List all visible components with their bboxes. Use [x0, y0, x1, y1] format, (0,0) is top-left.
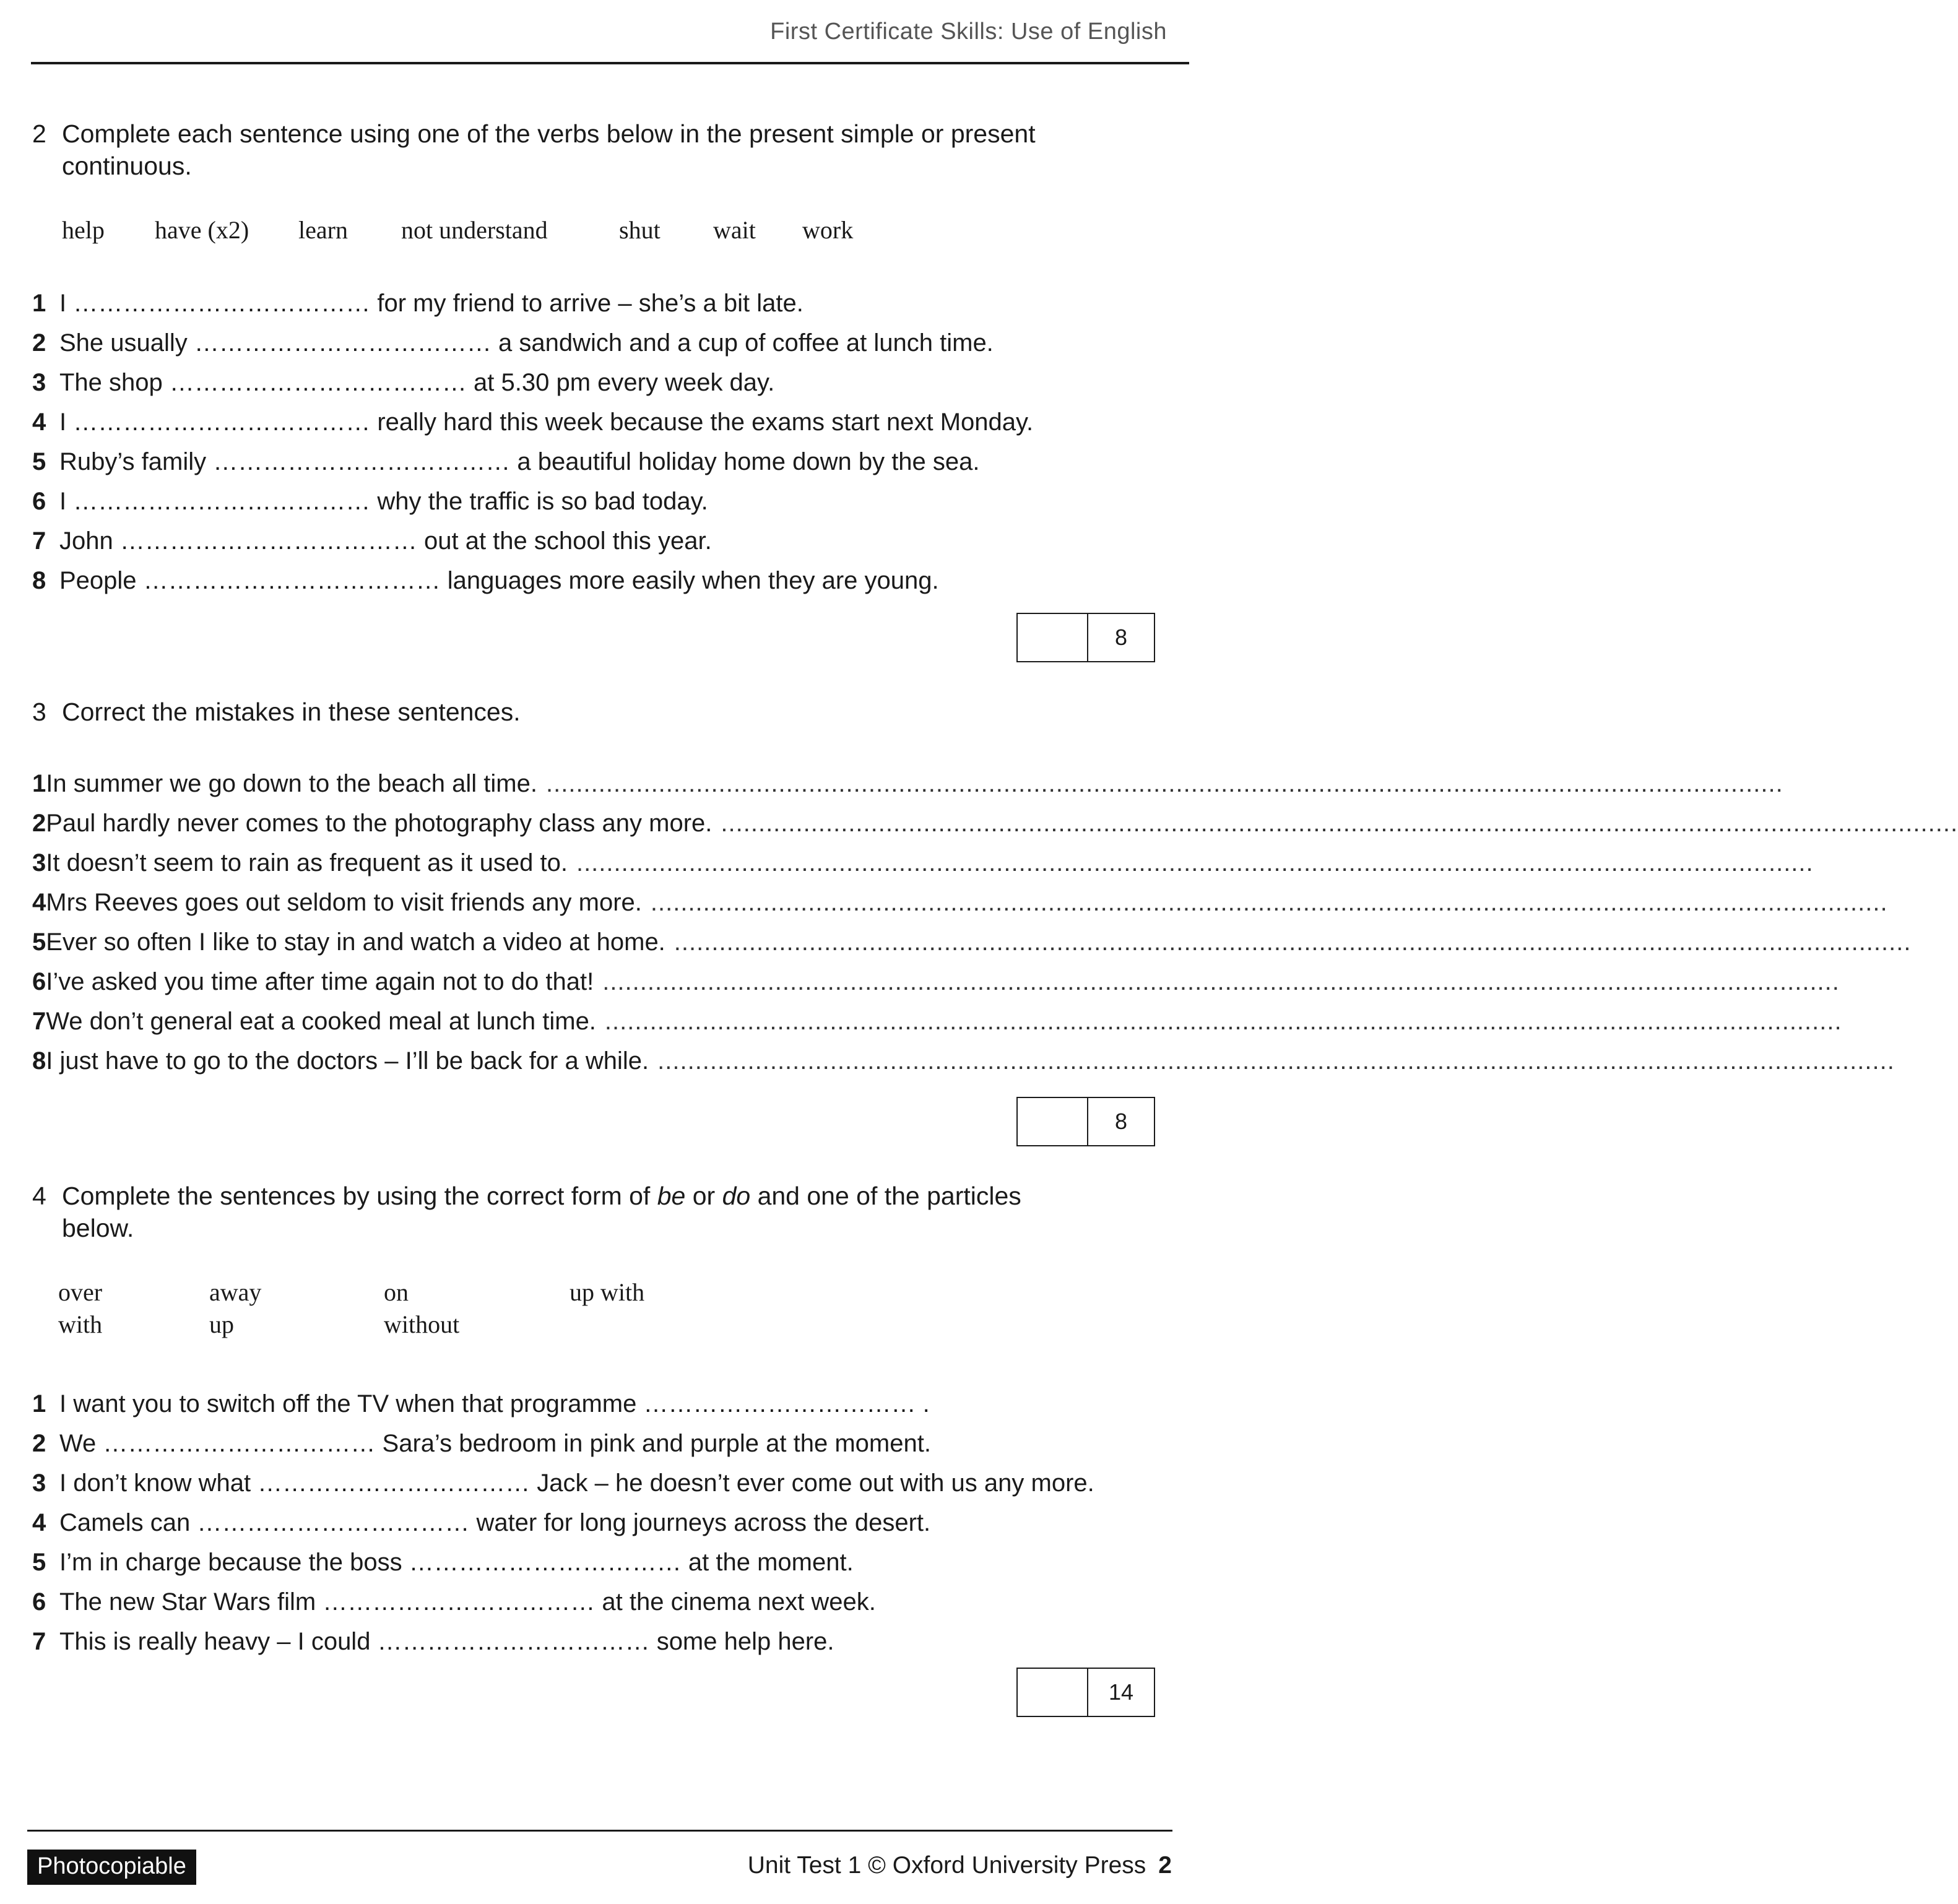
answer-line[interactable]: ..................................................................................................................................................................... — [576, 849, 1814, 876]
list-item: 7 John ……………………………… out at the school this year. — [32, 527, 712, 555]
word-bank-item: up with — [570, 1278, 645, 1306]
answer-line[interactable]: ..................................................................................................................................................................... — [657, 1047, 1895, 1075]
answer-line[interactable]: ..................................................................................................................................................................... — [604, 1008, 1842, 1035]
exercise-instruction: Complete each sentence using one of the verbs below in the present simple or present continuous. — [62, 119, 1036, 180]
exercise-4-heading — [32, 1180, 1159, 1244]
score-total: 14 — [1108, 1679, 1134, 1705]
list-item: 5 Ruby’s family ……………………………… a beautiful holiday home down by the sea. — [32, 448, 980, 475]
list-item: 7 We don’t general eat a cooked meal at lunch time. ..................................................................................................................................................................... — [32, 1008, 1842, 1035]
word-bank-item: over — [58, 1278, 103, 1306]
footer-rule — [27, 1830, 1172, 1832]
page-header-title: First Certificate Skills: Use of English — [770, 19, 1167, 45]
footer-source-text: Unit Test 1 © Oxford University Press — [747, 1852, 1146, 1879]
header-rule — [31, 62, 1189, 64]
exercise-2-heading — [32, 118, 1159, 182]
list-item: 2 We …………………………… Sara’s bedroom in pink and purple at the moment. — [32, 1430, 931, 1457]
exercise-3-heading — [32, 696, 1159, 728]
answer-line[interactable]: ..................................................................................................................................................................... — [721, 810, 1958, 837]
score-total: 8 — [1114, 625, 1128, 650]
footer-source — [748, 1852, 1172, 1879]
score-box — [1016, 1097, 1155, 1146]
word-bank-item: up — [209, 1310, 234, 1338]
score-total: 8 — [1114, 1109, 1128, 1134]
exercise-number: 4 — [32, 1182, 46, 1210]
exercise-number: 2 — [32, 119, 46, 148]
list-item: 2 Paul hardly never comes to the photography class any more. ..................................................................................................................................................................... — [32, 810, 1958, 837]
score-box — [1016, 1668, 1155, 1717]
word-bank-item: with — [58, 1310, 103, 1338]
list-item: 5 I’m in charge because the boss …………………………… at the moment. — [32, 1549, 854, 1576]
list-item: 4 Camels can …………………………… water for long journeys across the desert. — [32, 1509, 931, 1536]
answer-line[interactable]: ..................................................................................................................................................................... — [674, 928, 1912, 956]
score-input-field[interactable] — [1018, 1098, 1088, 1145]
list-item: 6 The new Star Wars film …………………………… at the cinema next week. — [32, 1588, 876, 1616]
word-bank-item: shut — [619, 216, 661, 244]
list-item: 1 I ……………………………… for my friend to arrive – she’s a bit late. — [32, 290, 804, 317]
word-bank-item: help — [62, 216, 105, 244]
list-item: 5 Ever so often I like to stay in and watch a video at home. ..................................................................................................................................................................... — [32, 928, 1912, 956]
word-bank-item: wait — [713, 216, 756, 244]
answer-line[interactable]: ..................................................................................................................................................................... — [602, 968, 1840, 995]
word-bank-item: on — [384, 1278, 409, 1306]
list-item: 2 She usually ……………………………… a sandwich and a cup of coffee at lunch time. — [32, 329, 994, 357]
word-bank-item: away — [209, 1278, 262, 1306]
score-input-field[interactable] — [1018, 614, 1088, 661]
list-item: 8 I just have to go to the doctors – I’ll be back for a while. ..................................................................................................................................................................... — [32, 1047, 1895, 1075]
photocopiable-badge: Photocopiable — [27, 1850, 196, 1885]
list-item: 6 I ……………………………… why the traffic is so bad today. — [32, 488, 708, 515]
score-input-field[interactable] — [1018, 1669, 1088, 1716]
list-item: 3 It doesn’t seem to rain as frequent as it used to. ..................................................................................................................................................................... — [32, 849, 1814, 876]
list-item: 8 People ……………………………… languages more easily when they are young. — [32, 567, 939, 594]
word-bank-item: without — [384, 1310, 460, 1338]
word-bank-item: have (x2) — [155, 216, 249, 244]
word-bank-item: not understand — [401, 216, 548, 244]
list-item: 1 I want you to switch off the TV when that programme …………………………… . — [32, 1390, 930, 1417]
list-item: 3 The shop ……………………………… at 5.30 pm every week day. — [32, 369, 775, 396]
list-item: 7 This is really heavy – I could …………………………… some help here. — [32, 1628, 834, 1655]
exercise-number: 3 — [32, 698, 46, 726]
list-item: 1 In summer we go down to the beach all time. ..................................................................................................................................................................... — [32, 770, 1783, 797]
page-number: 2 — [1158, 1852, 1172, 1879]
list-item: 4 I ……………………………… really hard this week because the exams start next Monday. — [32, 409, 1034, 436]
word-bank-item: learn — [298, 216, 348, 244]
list-item: 4 Mrs Reeves goes out seldom to visit friends any more. ..................................................................................................................................................................... — [32, 889, 1888, 916]
answer-line[interactable]: ..................................................................................................................................................................... — [650, 889, 1888, 916]
list-item: 3 I don’t know what …………………………… Jack – he doesn’t ever come out with us any more. — [32, 1469, 1094, 1497]
exercise-instruction: Correct the mistakes in these sentences. — [62, 698, 521, 726]
word-bank-item: work — [802, 216, 854, 244]
list-item: 6 I’ve asked you time after time again not to do that! ..................................................................................................................................................................... — [32, 968, 1840, 995]
exercise-instruction: Complete the sentences by using the correct form of be or do and one of the particles below. — [62, 1182, 1021, 1242]
score-box — [1016, 613, 1155, 662]
answer-line[interactable]: ..................................................................................................................................................................... — [545, 770, 1783, 797]
